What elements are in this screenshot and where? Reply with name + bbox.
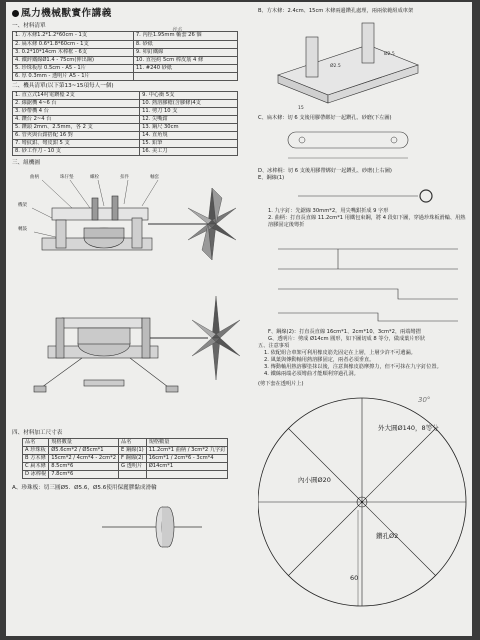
tool-row <box>13 116 238 124</box>
machining-cell: 規格數量 <box>146 439 228 447</box>
tool-cell: 14. 直角規 <box>140 132 238 140</box>
right-column <box>258 8 468 616</box>
part-g-text: G、透明片：剪成 Ø14cm 圓形，如下圖切成 8 等分，做成葉片形狀 <box>268 336 426 343</box>
tool-cell: 9. 中心衝 5支 <box>140 92 238 100</box>
left-column <box>12 8 244 563</box>
tool-cell: 7. 彎紋鉗、彎皮鉗 5 支 <box>13 140 140 148</box>
machining-cell: 8.5cm*6 <box>49 463 119 471</box>
tool-row <box>13 100 238 108</box>
dim-b-2: Ø2.5 <box>384 52 395 58</box>
dim-b-3: 15 <box>298 106 304 112</box>
length-label: 60 <box>350 574 359 583</box>
note-item: 1. 依配組合車架可利用橡皮筋先固定在上層，上層少許不可遺漏。 <box>264 350 416 357</box>
tools-table <box>12 91 238 156</box>
material-cell: 11. #240 砂紙 <box>133 64 237 72</box>
inner-dia-label: 內小圓Ø20 <box>298 476 331 485</box>
cut-note: (剪下套在透明片上) <box>258 381 304 388</box>
tool-cell: 8. 砂工作刀 - 10 支 <box>13 148 140 156</box>
assembly-diagram <box>12 168 244 428</box>
tool-cell: 13. 鋼尺 30cm <box>140 124 238 132</box>
notes-heading: 五、注意事項 <box>258 343 290 350</box>
material-row <box>13 56 238 64</box>
bullet-icon <box>12 10 19 17</box>
material-cell: 8. 砂紙 <box>133 40 237 48</box>
tool-cell: 5. 鑽頭 2mm、2.5mm，各 2 支 <box>13 124 140 132</box>
machining-cell: 11.2cm*1 曲柄 / 3cm*2 九字釘 <box>146 447 228 455</box>
label-bush: 軸套 <box>150 174 159 180</box>
name-field: 姓名 ______ <box>172 27 199 33</box>
machining-row <box>23 455 228 463</box>
tool-row <box>13 92 238 100</box>
label-bead: 珠仔墊 <box>60 174 74 180</box>
handout-title: 風力機械獸實作講義 <box>12 8 244 21</box>
tool-row <box>13 148 238 156</box>
machining-table <box>22 438 228 479</box>
step-1: 1. 九字釘：先鋸線 30mm*2，用尖嘴鉗折成 9 字形 <box>268 208 389 215</box>
disc-template <box>258 390 468 616</box>
angle-note: 30° <box>418 396 431 405</box>
material-cell: 10. 直徑約 5cm 棒皮筋 4 條 <box>133 56 237 64</box>
label-crank: 曲柄 <box>30 174 39 180</box>
machining-cell: E 鋼線(1) <box>119 447 147 455</box>
part-c-text: C、扁木條：切 6 支後用膠帶綁好一起鑽孔、砂磨(下左圖) <box>258 115 392 122</box>
material-row <box>13 40 238 48</box>
wire-drawing <box>258 229 468 329</box>
machining-cell: 16cm*1 / 2cm*6 - 3cm*4 <box>146 455 228 463</box>
tool-cell: 15. 鉛筆 <box>140 140 238 148</box>
part-b-drawing <box>258 15 468 115</box>
part-b-text: B、方木條：2.4cm、15cm 木條兩邊鑽孔處理，兩兩依範組成車架 <box>258 8 414 14</box>
outer-dia-label: 外大圓Ø140，8等分 <box>378 424 439 433</box>
tool-row <box>13 124 238 132</box>
note-item: 2. 風葉與傳動軸用熱溶膠固定，兩者必須垂直。 <box>264 357 375 364</box>
material-cell: 6. 厚 0.3mm - 透明片 A5 - 1片 <box>13 72 134 80</box>
tool-row <box>13 132 238 140</box>
assembly-heading: 三、組機圖 <box>12 160 40 167</box>
materials-heading: 一、材料清單 <box>12 22 46 29</box>
tool-cell: 3. 砂帶機 4 台 <box>13 108 140 116</box>
machining-cell: 規格數量 <box>49 439 119 447</box>
materials-table <box>12 31 238 80</box>
dim-b-1: Ø2.5 <box>330 64 341 70</box>
material-cell: 1. 方木條1.2*1.2*60cm - 1支 <box>13 32 134 40</box>
tool-cell: 11. 剪刀 10 支 <box>140 108 238 116</box>
step-2: 2. 曲柄：打直長直線 11.2cm*1 用鐵包束鋼，將 4 段如下圖，穿過珍珠板滑輪、用熱溶膠固定後彎折 <box>268 215 466 229</box>
machining-cell: Ø14cm*1 <box>146 463 228 471</box>
part-c-drawing <box>258 122 468 168</box>
hook-drawing <box>258 182 468 208</box>
machining-cell: A 珍珠板 <box>23 447 49 455</box>
machining-cell: 品名 <box>119 439 147 447</box>
material-cell: 2. 扁木條 0.6*1.8*60cm - 1支 <box>13 40 134 48</box>
label-pin: 扣件 <box>120 174 129 180</box>
tool-row <box>13 108 238 116</box>
tool-cell: 10. 熱溶膠槍(含膠條)4支 <box>140 100 238 108</box>
part-e-heading: E、鋼線(1) <box>258 175 285 182</box>
tool-row <box>13 140 238 148</box>
material-cell: 4. 鐵鋅鐵線Ø1.4 - 75cm(伸出鋼) <box>13 56 134 64</box>
tools-heading: 二、機具清單(以下第13~15項每人一個) <box>12 82 114 89</box>
note-item: 4. 鐵絲兩端必須彎曲才能順利穿過孔洞。 <box>264 371 359 378</box>
material-cell: 5. 珍珠板厚 0.5cm - A5 - 1片 <box>13 64 134 72</box>
bead-heading: A、珍珠板：切三圓Ø5．Ø5.6，Ø5.6使用保麗膠黏成滑輪 <box>12 485 157 492</box>
label-frame: 機架 <box>18 202 27 208</box>
material-cell <box>133 72 237 80</box>
notes-list <box>258 350 468 378</box>
material-row <box>13 48 238 56</box>
machining-cell: B 方木條 <box>23 455 49 463</box>
machining-cell: C 扁木條 <box>23 463 49 471</box>
part-d-text: D、冰棒棍：切 6 支後用膠帶綁好一起鑽孔、砂磨(上右圖) <box>258 168 392 175</box>
material-row <box>13 32 238 40</box>
tool-cell: 6. 管夾與台鉗搭配 16 對 <box>13 132 140 140</box>
material-row <box>13 64 238 72</box>
tool-cell: 4. 鑽台 2~4 台 <box>13 116 140 124</box>
machining-cell: 品名 <box>23 439 49 447</box>
tool-cell: 2. 線鋸機 4~6 台 <box>13 100 140 108</box>
part-f-text: F、鋼線(2)：打直長直線 16cm*1、2cm*10、3cm*2，兩端彎摺 <box>268 329 421 336</box>
bead-drawing <box>12 493 244 563</box>
material-cell: 9. 卯釘鐵線 <box>133 48 237 56</box>
machining-row <box>23 439 228 447</box>
assembly-drawing <box>12 168 244 428</box>
note-item: 3. 傳動軸用熱溶膠塗抹以後，注意與橡皮筋摩擦力，但不可抹在九字釘位置。 <box>264 364 442 371</box>
material-row <box>13 72 238 80</box>
machining-row <box>23 471 228 479</box>
machining-row <box>23 447 228 455</box>
tool-cell: 1. 直立式14吋電鑽檯 2支 <box>13 92 140 100</box>
machining-heading: 四、材料加工尺寸表 <box>12 429 63 436</box>
machining-cell <box>119 471 147 479</box>
machining-row <box>23 463 228 471</box>
machining-cell: 7.8cm*6 <box>49 471 119 479</box>
tool-cell: 12. 尖嘴鉗 <box>140 116 238 124</box>
hole-label: 鑽孔Ø2 <box>376 532 399 541</box>
machining-cell: G 透明片 <box>119 463 147 471</box>
machining-cell: D 冰棒棍 <box>23 471 49 479</box>
material-cell: 7. 內徑1.95mm 軸套 26 個 <box>133 32 237 40</box>
machining-cell: Ø5.6cm*2 / Ø5cm*1 <box>49 447 119 455</box>
material-cell: 3. 0.2*10*14cm 木棒框 - 6支 <box>13 48 134 56</box>
tool-cell: 16. 美工刀 <box>140 148 238 156</box>
machining-cell: 15cm*2 / 4cm*4 - 2cm*2 <box>49 455 119 463</box>
label-bolt: 螺栓 <box>90 174 99 180</box>
label-drum: 轉鼓 <box>18 226 27 232</box>
machining-cell: F 鋼線(2) <box>119 455 147 463</box>
machining-cell <box>146 471 228 479</box>
handout-sheet <box>6 2 472 636</box>
